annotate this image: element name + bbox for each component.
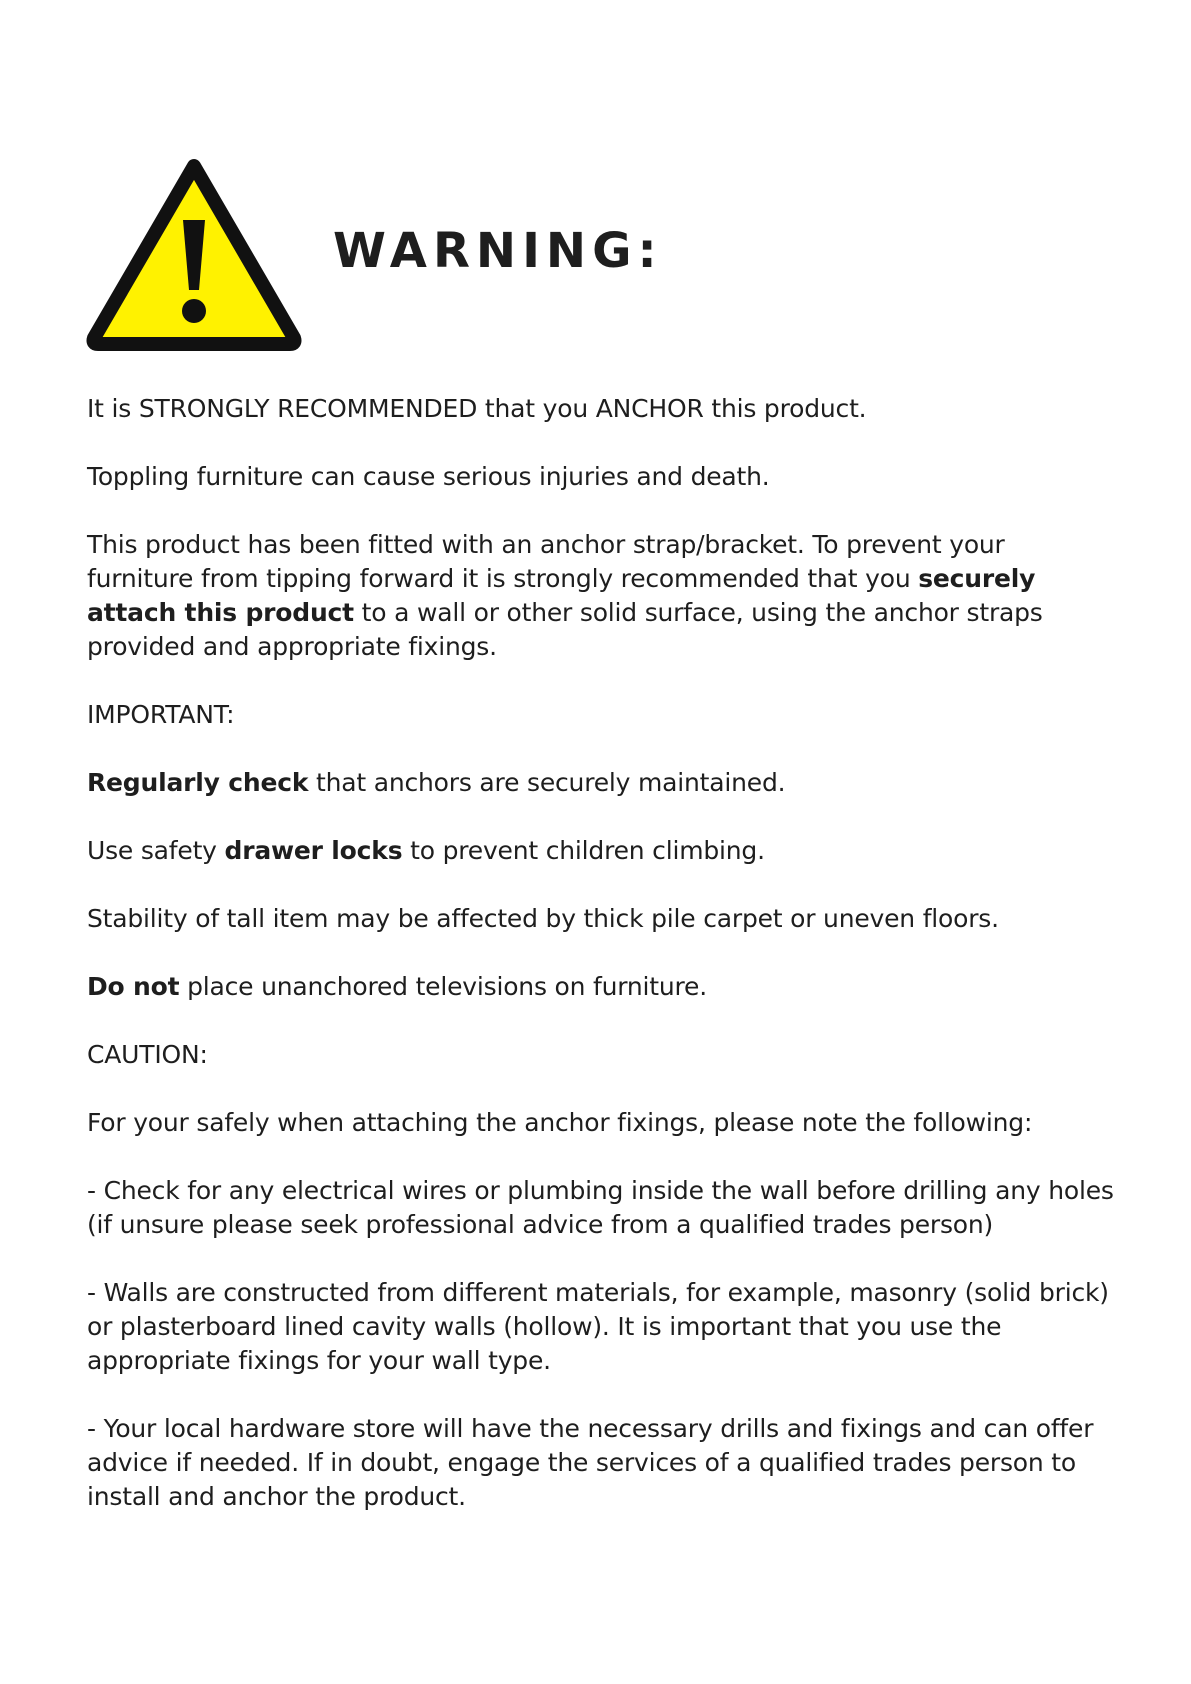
drawer-locks-rest: to prevent children climbing. bbox=[402, 836, 765, 865]
warning-content bbox=[87, 392, 1117, 1548]
warning-triangle-icon bbox=[86, 158, 302, 352]
caution-item-walls: - Walls are constructed from different materials, for example, masonry (solid brick) or plasterboard lined cavity walls (hollow). It is important that you use the appropriate fixings for your wall type. bbox=[87, 1278, 1109, 1375]
anchor-text-part2: to a wall or other solid surface, using the anchor straps provided and appropriate fixings. bbox=[87, 598, 1043, 661]
warning-title: WARNING: bbox=[333, 223, 663, 279]
drawer-locks-item bbox=[87, 834, 1117, 868]
stability-item: Stability of tall item may be affected by thick pile carpet or uneven floors. bbox=[87, 904, 999, 933]
anchor-paragraph bbox=[87, 528, 1117, 664]
drawer-locks-bold: drawer locks bbox=[224, 836, 403, 865]
regular-check-bold: Regularly check bbox=[87, 768, 309, 797]
drawer-locks-pre: Use safety bbox=[87, 836, 225, 865]
anchor-text-bold: securely attach this product bbox=[87, 564, 1036, 627]
television-item bbox=[87, 970, 1117, 1004]
television-rest: place unanchored televisions on furniture. bbox=[179, 972, 707, 1001]
regular-check-item bbox=[87, 766, 1117, 800]
hazard-statement: Toppling furniture can cause serious injuries and death. bbox=[87, 462, 770, 491]
anchor-text-part1: This product has been fitted with an anchor strap/bracket. To prevent your furniture from tipping forward it is strongly recommended that you bbox=[87, 530, 1005, 593]
strong-recommendation: It is STRONGLY RECOMMENDED that you ANCHOR this product. bbox=[87, 394, 867, 423]
television-bold: Do not bbox=[87, 972, 180, 1001]
regular-check-rest: that anchors are securely maintained. bbox=[308, 768, 786, 797]
important-heading: IMPORTANT: bbox=[87, 700, 235, 729]
caution-heading: CAUTION: bbox=[87, 1040, 208, 1069]
caution-item-hardware: - Your local hardware store will have the necessary drills and fixings and can offer advice if needed. If in doubt, engage the services of a qualified trades person to install and anchor the product. bbox=[87, 1414, 1094, 1511]
caution-intro: For your safely when attaching the anchor fixings, please note the following: bbox=[87, 1108, 1033, 1137]
caution-item-wires: - Check for any electrical wires or plumbing inside the wall before drilling any holes (if unsure please seek professional advice from a qualified trades person) bbox=[87, 1176, 1114, 1239]
